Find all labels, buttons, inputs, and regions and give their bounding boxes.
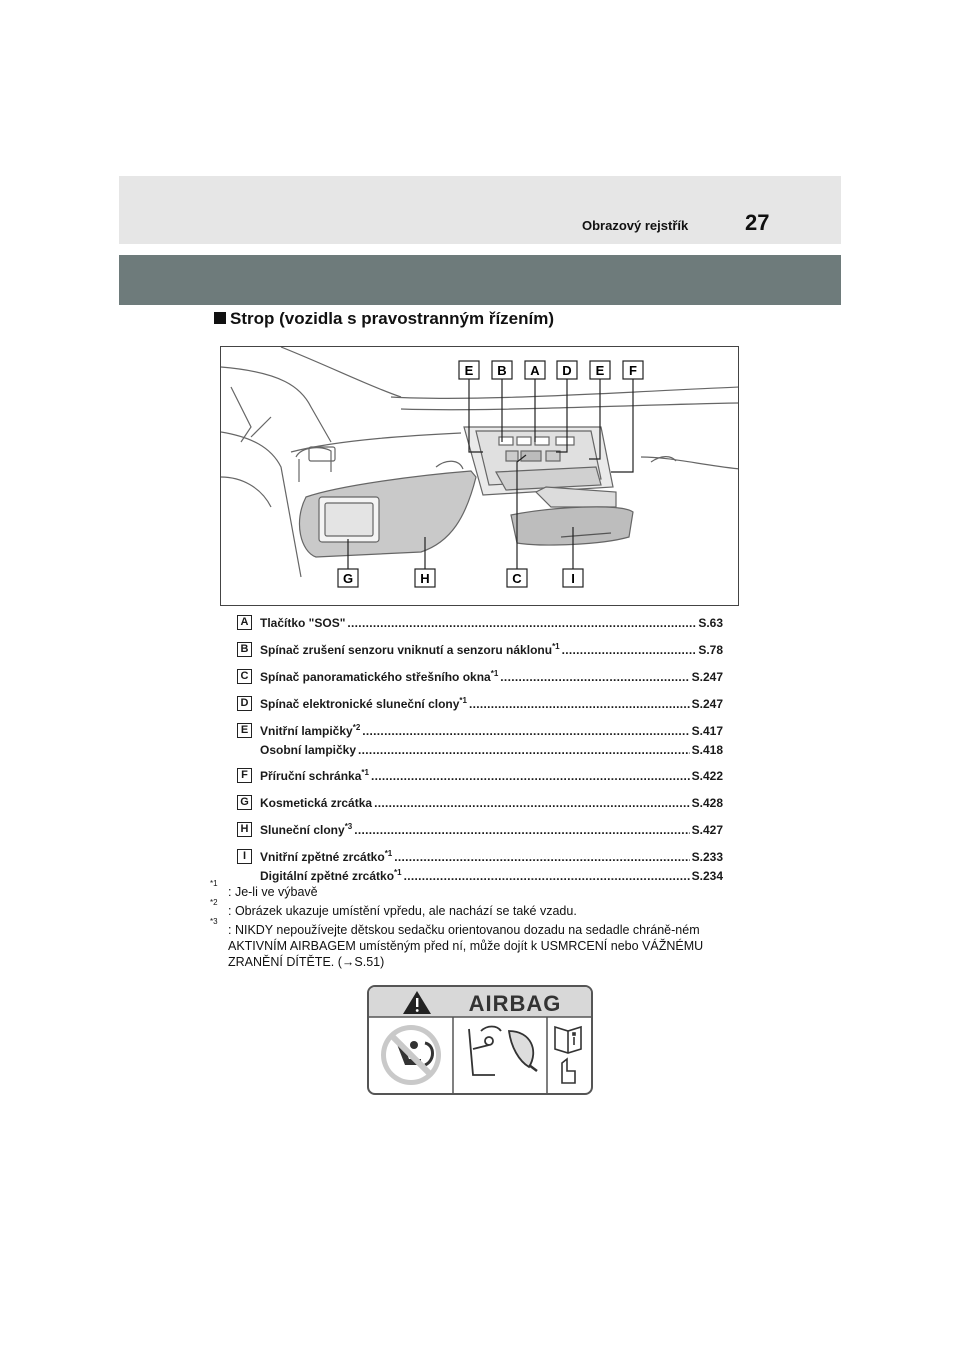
page-ref[interactable]: S.428 bbox=[691, 796, 723, 810]
item-text: Spínač zrušení senzoru vniknutí a senzoru náklonu bbox=[260, 643, 553, 657]
item-line bbox=[260, 743, 723, 757]
item-text: Tlačítko "SOS" bbox=[260, 616, 346, 630]
square-bullet-icon bbox=[214, 312, 226, 324]
dot-leader bbox=[362, 724, 689, 738]
header-title: Obrazový rejstřík bbox=[582, 218, 689, 233]
item-line bbox=[260, 670, 723, 684]
footnote-ref: *1 bbox=[384, 849, 393, 858]
dot-leader bbox=[347, 616, 696, 630]
footnote-text: : NIKDY nepoužívejte dětskou sedačku orientovanou dozadu na sedadle chráně-ném AKTIVNÍM AIRBAGEM umístěným před ní, může dojít k USMRCENÍ nebo VÁŽNÉMU ZRANĚNÍ DÍTĚTE. (→S.51) bbox=[228, 923, 704, 969]
dot-leader bbox=[358, 743, 690, 757]
callout-label: B bbox=[497, 363, 507, 378]
page-ref[interactable]: S.417 bbox=[691, 724, 723, 738]
callout-label: A bbox=[530, 363, 540, 378]
no-child-seat-icon bbox=[381, 1025, 441, 1085]
footnote: *1 : Je-li ve výbavě bbox=[210, 884, 750, 900]
ceiling-drawing bbox=[221, 347, 739, 606]
item-text: Vnitřní zpětné zrcátko bbox=[260, 850, 385, 864]
item-label: C bbox=[237, 669, 252, 684]
item-text: Spínač elektronické sluneční clony bbox=[260, 697, 460, 711]
dot-leader bbox=[469, 697, 690, 711]
callout-label: H bbox=[420, 571, 430, 586]
item-line bbox=[260, 869, 723, 883]
page-ref[interactable]: S.63 bbox=[698, 616, 723, 630]
item-list bbox=[237, 611, 723, 890]
footnote-ref: *1 bbox=[459, 696, 467, 705]
dot-leader bbox=[562, 643, 697, 657]
callout-label: C bbox=[512, 571, 522, 586]
item-line bbox=[260, 724, 723, 738]
figure-bottom-labels bbox=[338, 569, 583, 587]
section-title bbox=[214, 309, 554, 329]
list-item bbox=[237, 611, 723, 638]
list-item bbox=[237, 638, 723, 665]
item-label: B bbox=[237, 642, 252, 657]
warning-label-text: AIRBAG bbox=[468, 991, 562, 1016]
dot-leader bbox=[374, 796, 690, 810]
footnote-ref: *3 bbox=[344, 822, 353, 831]
page-ref[interactable]: S.234 bbox=[691, 869, 723, 883]
callout-label: D bbox=[562, 363, 572, 378]
item-line bbox=[260, 616, 723, 630]
page-ref[interactable]: S.247 bbox=[691, 670, 723, 684]
page-number: 27 bbox=[745, 210, 770, 235]
page-ref[interactable]: S.78 bbox=[698, 643, 723, 657]
footnote-ref: *1 bbox=[490, 669, 499, 678]
item-text: Příruční schránka bbox=[260, 769, 362, 783]
footnote-text: : Je-li ve výbavě bbox=[228, 885, 318, 899]
section-band bbox=[119, 255, 841, 305]
item-text: Vnitřní lampičky bbox=[260, 724, 353, 738]
dot-leader bbox=[354, 823, 689, 837]
item-text: Spínač panoramatického střešního okna bbox=[260, 670, 491, 684]
item-label: D bbox=[237, 696, 252, 711]
list-item bbox=[237, 818, 723, 845]
page-ref[interactable]: S.233 bbox=[691, 850, 723, 864]
footnote-text: : Obrázek ukazuje umístění vpředu, ale nachází se také vzadu. bbox=[228, 904, 577, 918]
footnote-ref: *1 bbox=[361, 768, 369, 777]
airbag-warning-label bbox=[367, 985, 593, 1095]
callout-label: F bbox=[629, 363, 637, 378]
item-label: A bbox=[237, 615, 252, 630]
list-item bbox=[237, 692, 723, 719]
item-label: E bbox=[237, 723, 252, 738]
callout-label: E bbox=[595, 363, 605, 378]
item-line bbox=[260, 823, 723, 837]
footnote: *2 : Obrázek ukazuje umístění vpředu, ale nachází se také vzadu. bbox=[210, 903, 750, 919]
item-line bbox=[260, 769, 723, 783]
footnote: *3 : NIKDY nepoužívejte dětskou sedačku orientovanou dozadu na sedadle chráně-ném AKTIVNÍM AIRBAGEM umístěným před ní, může dojít k USMRCENÍ nebo VÁŽNÉMU ZRANĚNÍ DÍTĚTE. (→S.51) bbox=[210, 922, 750, 970]
dot-leader bbox=[394, 850, 689, 864]
footnote-ref: *1 bbox=[552, 642, 560, 651]
rear-facing-seat-icon bbox=[469, 1027, 537, 1076]
list-item bbox=[237, 665, 723, 692]
section-title-text: Strop (vozidla s pravostranným řízením) bbox=[230, 309, 555, 328]
dot-leader bbox=[500, 670, 689, 684]
item-text: Osobní lampičky bbox=[260, 743, 357, 757]
callout-label: E bbox=[464, 363, 474, 378]
figure-top-labels bbox=[459, 361, 643, 379]
airbag-warning-graphic bbox=[369, 987, 591, 1093]
header-bar bbox=[119, 176, 841, 244]
item-label: I bbox=[237, 849, 252, 864]
item-text: Sluneční clony bbox=[260, 823, 345, 837]
list-item bbox=[237, 719, 723, 764]
page-ref[interactable]: S.427 bbox=[691, 823, 723, 837]
item-line bbox=[260, 796, 723, 810]
item-label: F bbox=[237, 768, 252, 783]
dot-leader bbox=[371, 769, 690, 783]
footnote-ref: *1 bbox=[394, 868, 402, 877]
list-item bbox=[237, 764, 723, 791]
item-text: Digitální zpětné zrcátko bbox=[260, 869, 395, 883]
item-label: H bbox=[237, 822, 252, 837]
callout-label: I bbox=[571, 571, 575, 586]
item-line bbox=[260, 850, 723, 864]
page-ref[interactable]: S.247 bbox=[691, 697, 723, 711]
page-ref[interactable]: S.418 bbox=[691, 743, 723, 757]
item-label: G bbox=[237, 795, 252, 810]
item-line bbox=[260, 697, 723, 711]
read-manual-icon bbox=[555, 1027, 581, 1083]
item-text: Kosmetická zrcátka bbox=[260, 796, 373, 810]
ceiling-illustration bbox=[220, 346, 739, 606]
page-ref[interactable]: S.422 bbox=[691, 769, 723, 783]
footnote-ref: *2 bbox=[352, 723, 361, 732]
dot-leader bbox=[404, 869, 690, 883]
list-item bbox=[237, 791, 723, 818]
item-line bbox=[260, 643, 723, 657]
callout-label: G bbox=[342, 571, 354, 586]
